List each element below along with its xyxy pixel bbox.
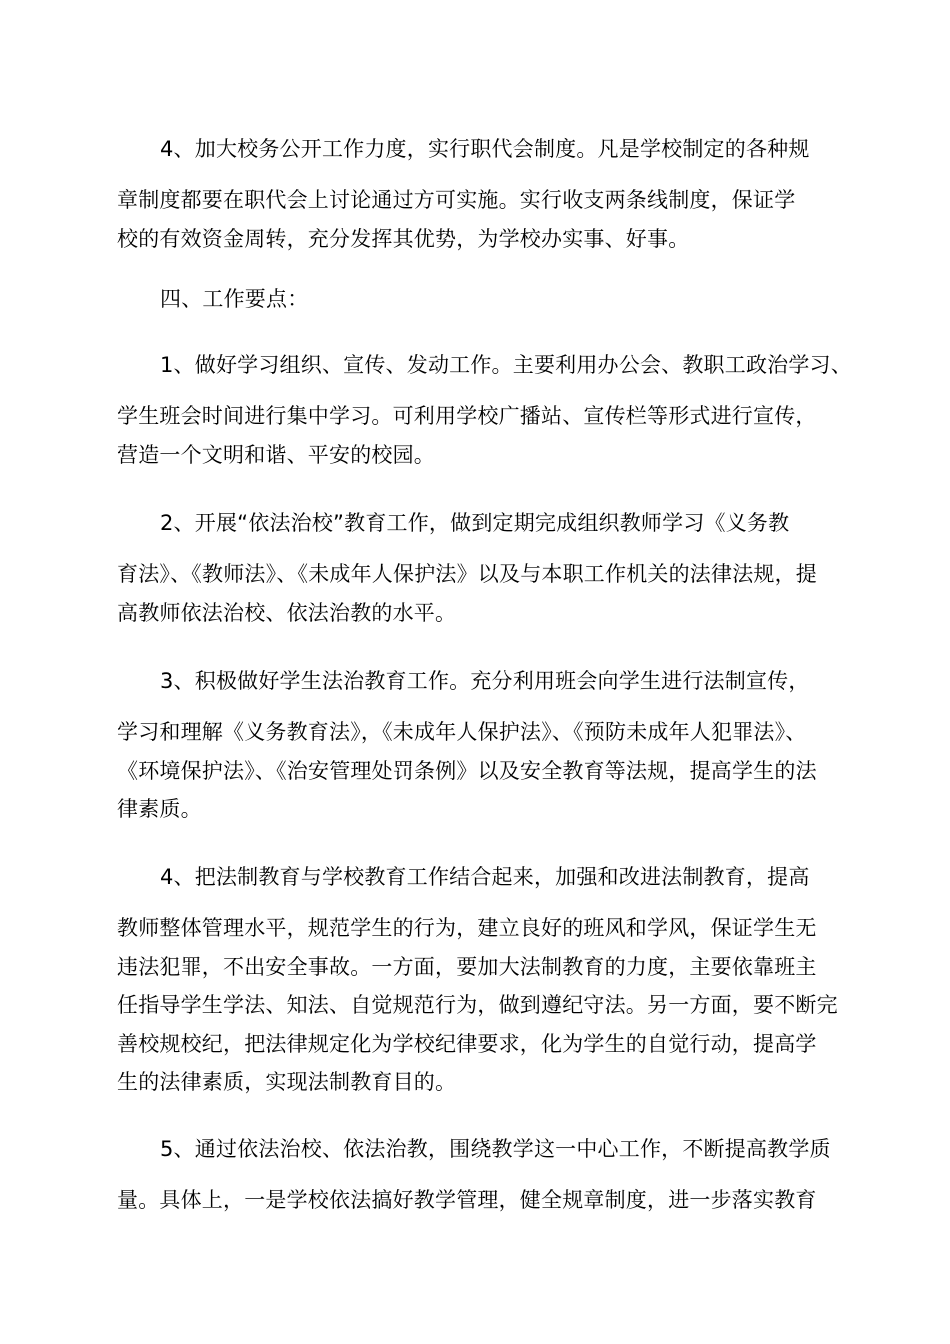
- point-3-line-2: 学习和理解《义务教育法》，《未成年人保护法》、《预防未成年人犯罪法》、: [117, 720, 807, 744]
- point-3-line-3: 《环境保护法》、《治安管理处罚条例》以及安全教育等法规，提高学生的法: [117, 759, 817, 783]
- point-3-line-1: 3、积极做好学生法治教育工作。充分利用班会向学生进行法制宣传，: [160, 669, 810, 693]
- point-5-line-1: 5、通过依法治校、依法治教，围绕教学这一中心工作，不断提高教学质: [160, 1137, 831, 1161]
- point-4-line-2: 教师整体管理水平，规范学生的行为，建立良好的班风和学风，保证学生无: [117, 916, 817, 940]
- point-2-line-1: 2、开展“依法治校”教育工作，做到定期完成组织教师学习《义务教: [160, 511, 790, 535]
- point-1-line-1: 1、做好学习组织、宣传、发动工作。主要利用办公会、教职工政治学习、: [160, 353, 852, 377]
- point-3-line-4: 律素质。: [117, 797, 202, 821]
- point-4-line-6: 生的法律素质，实现法制教育目的。: [117, 1070, 457, 1094]
- paragraph-4-line-1: 4、加大校务公开工作力度，实行职代会制度。凡是学校制定的各种规: [160, 137, 810, 161]
- point-2-line-3: 高教师依法治校、依法治教的水平。: [117, 601, 457, 625]
- section-heading: 四、工作要点：: [160, 287, 309, 311]
- paragraph-4-line-2: 章制度都要在职代会上讨论通过方可实施。实行收支两条线制度，保证学: [117, 188, 796, 212]
- paragraph-4-line-3: 校的有效资金周转，充分发挥其优势，为学校办实事、好事。: [117, 227, 690, 251]
- point-2-line-2: 育法》、《教师法》、《未成年人保护法》以及与本职工作机关的法律法规，提: [117, 562, 817, 586]
- point-4-line-1: 4、把法制教育与学校教育工作结合起来，加强和改进法制教育，提高: [160, 865, 810, 889]
- point-5-line-2: 量。具体上，一是学校依法搞好教学管理，健全规章制度，进一步落实教育: [117, 1188, 817, 1212]
- point-4-line-3: 违法犯罪，不出安全事故。一方面，要加大法制教育的力度，主要依靠班主: [117, 955, 817, 979]
- point-4-line-4: 任指导学生学法、知法、自觉规范行为，做到遵纪守法。另一方面，要不断完: [117, 993, 838, 1017]
- point-4-line-5: 善校规校纪，把法律规定化为学校纪律要求，化为学生的自觉行动，提高学: [117, 1032, 817, 1056]
- point-1-line-3: 营造一个文明和谐、平安的校园。: [117, 443, 435, 467]
- point-1-line-2: 学生班会时间进行集中学习。可利用学校广播站、宣传栏等形式进行宣传，: [117, 404, 817, 428]
